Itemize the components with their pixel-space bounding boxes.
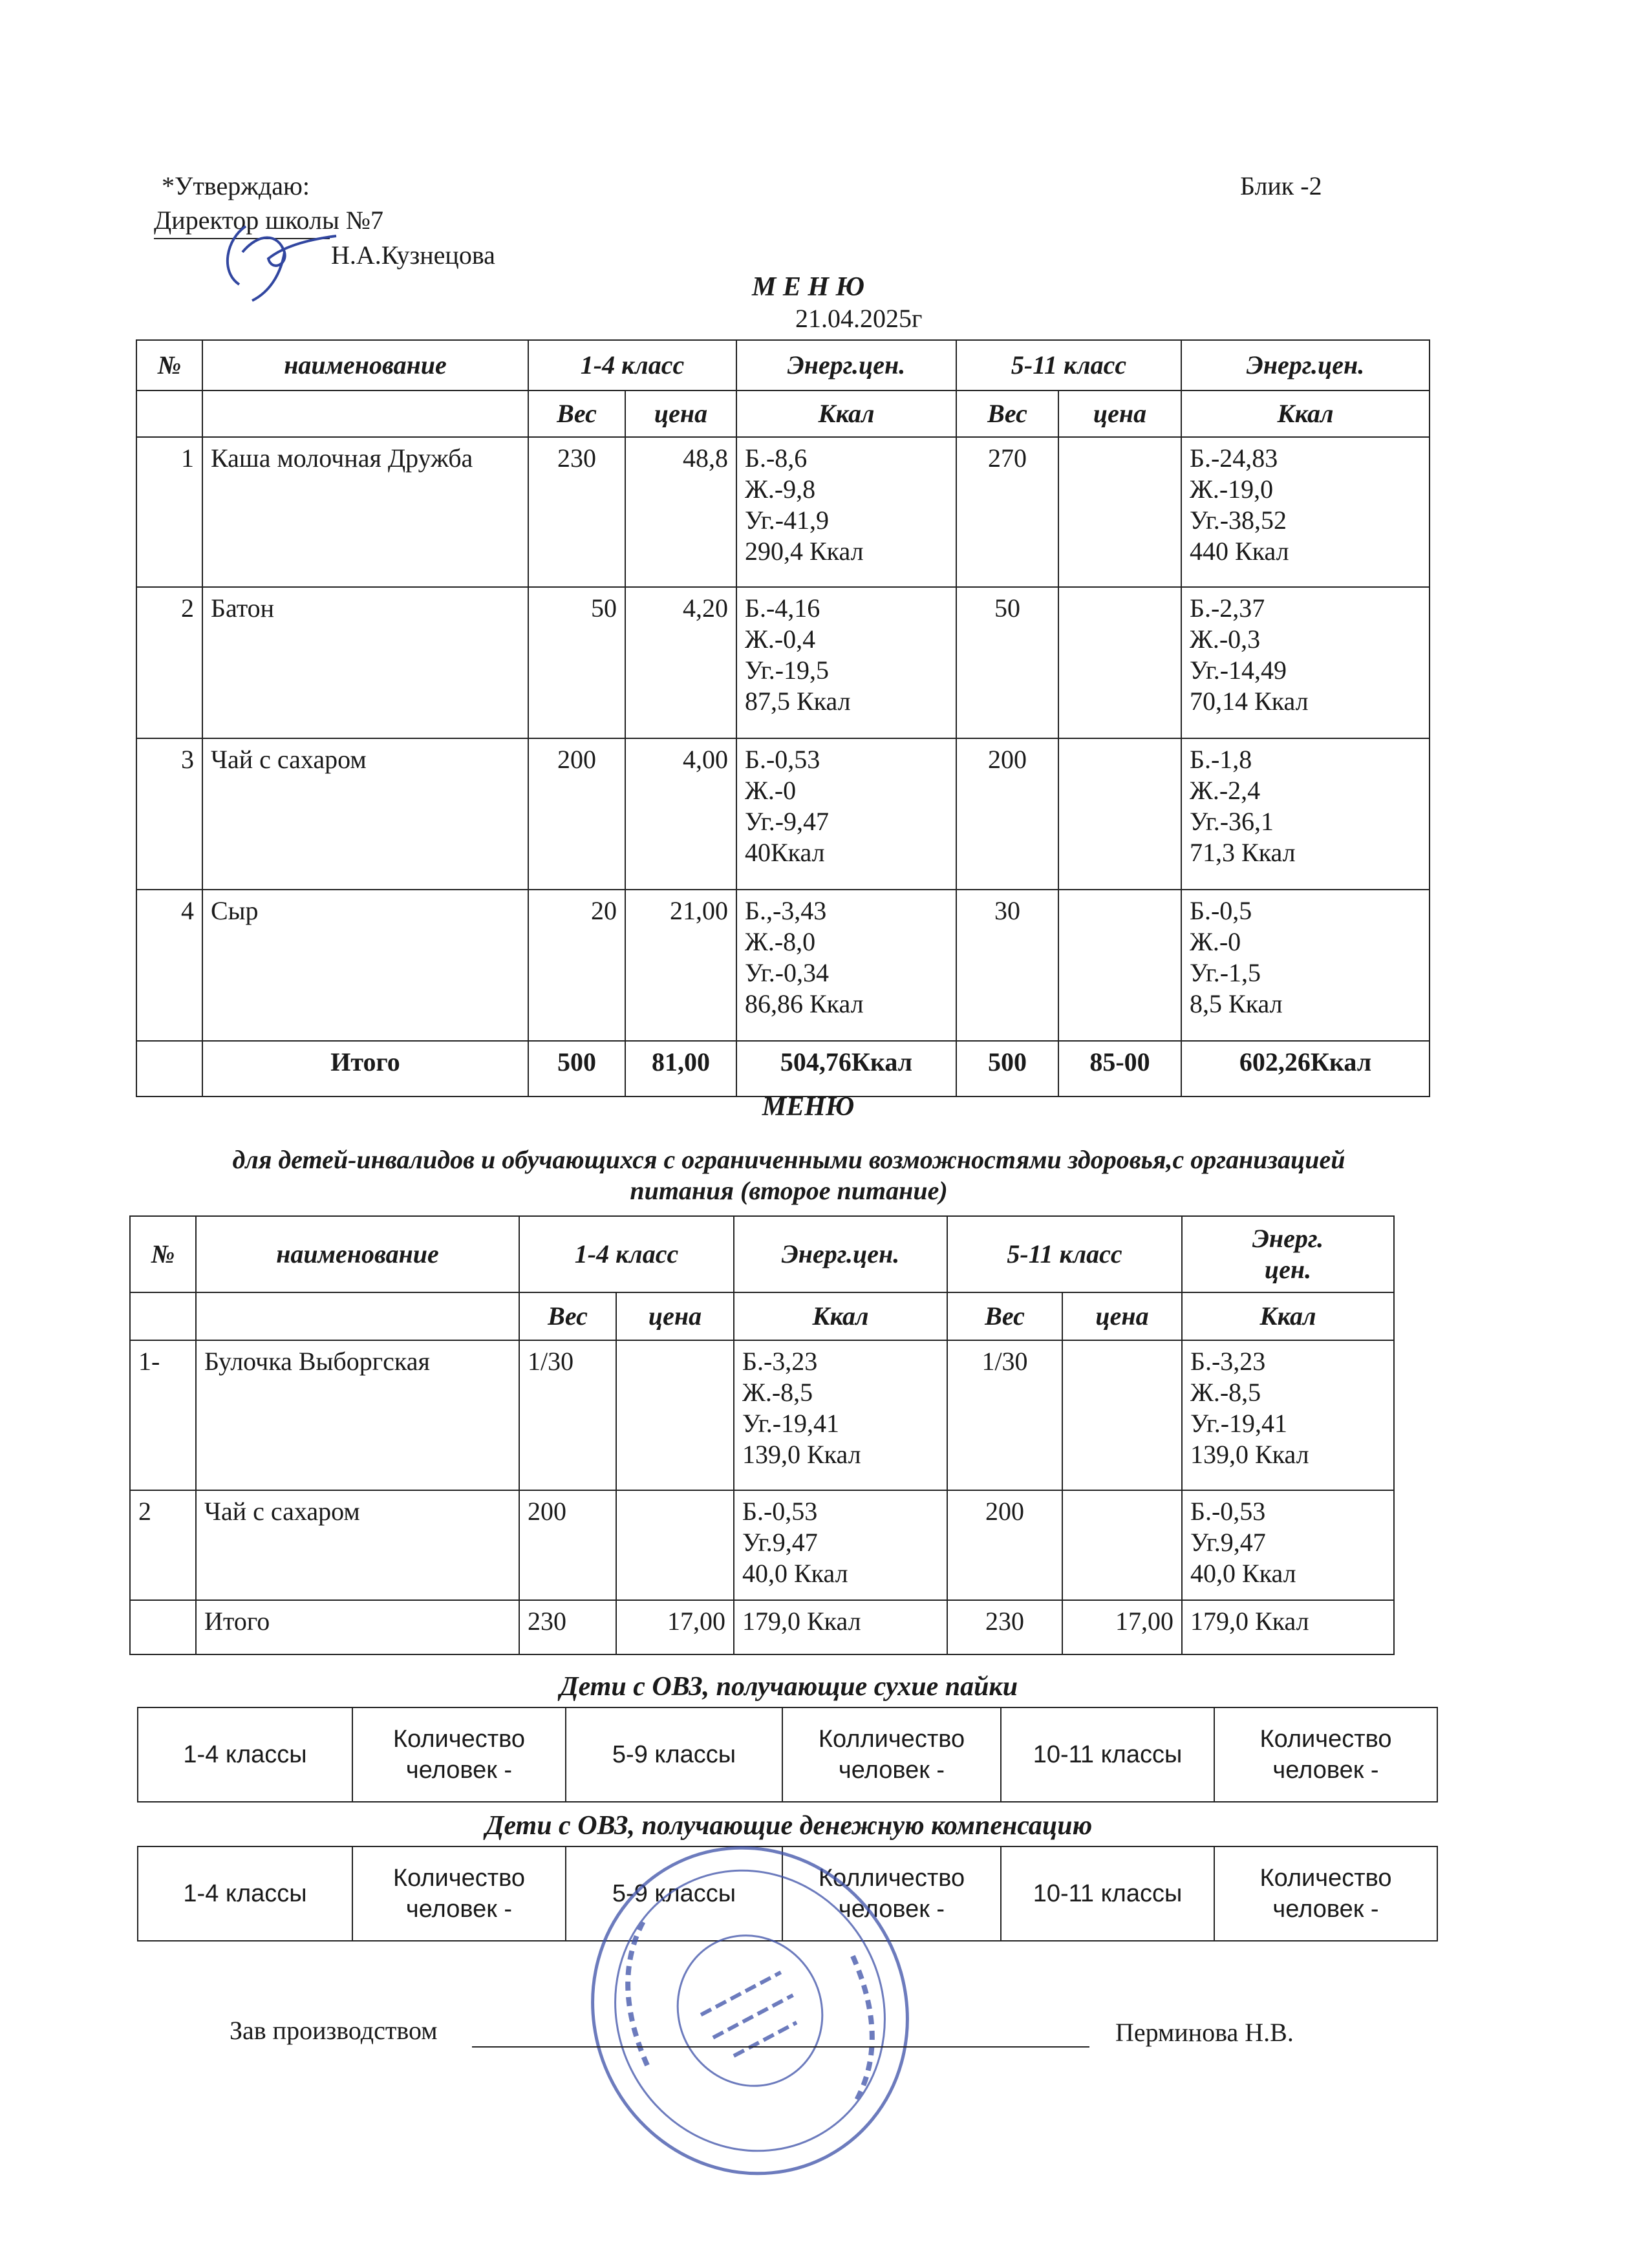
col-header-class-1-4: 1-4 класс [519,1216,734,1292]
price-5-11 [1058,738,1181,890]
total-price-1-4: 81,00 [625,1041,736,1097]
ovz-cell: 5-9 классы [566,1707,782,1802]
price-5-11 [1058,437,1181,587]
table-row [136,587,1430,738]
energy-1-4: Б.-0,53 Уг.9,47 40,0 Ккал [734,1490,947,1600]
ovz-dry-title: Дети с ОВЗ, получающие сухие пайки [559,1672,1018,1702]
weight-1-4: 20 [528,890,625,1041]
menu2-subtitle-2: питания (второе питание) [630,1176,948,1205]
ovz-cell: Количество человек - [352,1846,566,1941]
price-5-11 [1062,1340,1182,1490]
energy-5-11: Б.-24,83 Ж.-19,0 Уг.-38,52 440 Ккал [1181,437,1430,587]
energy-5-11: Б.-3,23 Ж.-8,5 Уг.-19,41 139,0 Ккал [1182,1340,1394,1490]
subheader-price: цена [1062,1292,1182,1340]
total-row [136,1041,1430,1097]
director-title: Директор школы №7 [154,206,383,235]
energy-5-11: Б.-0,5 Ж.-0 Уг.-1,5 8,5 Ккал [1181,890,1430,1041]
subheader-weight: Вес [947,1292,1062,1340]
energy-5-11: Б.-0,53 Уг.9,47 40,0 Ккал [1182,1490,1394,1600]
row-number: 4 [136,890,202,1041]
ovz-cell: Колличество человек - [782,1846,1001,1941]
dish-name: Батон [202,587,528,738]
ovz-money-title: Дети с ОВЗ, получающие денежную компенсацию [485,1811,1093,1841]
official-stamp [569,1804,931,2205]
energy-5-11: Б.-2,37 Ж.-0,3 Уг.-14,49 70,14 Ккал [1181,587,1430,738]
row-number: 2 [130,1490,196,1600]
row-number: 1- [130,1340,196,1490]
subheader-weight: Вес [519,1292,616,1340]
total-weight-5-11: 500 [956,1041,1058,1097]
col-header-class-5-11: 5-11 класс [947,1216,1182,1292]
row-number: 1 [136,437,202,587]
ovz-cell: 10-11 классы [1001,1846,1214,1941]
ovz-cell: Количество человек - [1214,1846,1437,1941]
sheet-label: Блик -2 [1240,171,1322,200]
table-row [136,890,1430,1041]
col-header-class-5-11: 5-11 класс [956,340,1181,390]
energy-1-4: Б.-0,53 Ж.-0 Уг.-9,47 40Ккал [736,738,956,890]
table-row [136,437,1430,587]
dish-name: Чай с сахаром [196,1490,519,1600]
total-label: Итого [202,1041,528,1097]
ovz-cell: Количество человек - [1214,1707,1437,1802]
menu2-subtitle-1: для детей-инвалидов и обучающихся с ограниченными возможностями здоровья,с организацией [232,1145,1345,1174]
price-1-4: 4,20 [625,587,736,738]
subheader-kcal: Ккал [736,390,956,437]
col-header-energy: Энерг. цен. [1182,1216,1394,1292]
table-row [136,738,1430,890]
menu-date: 21.04.2025г [795,304,923,333]
price-1-4: 48,8 [625,437,736,587]
energy-1-4: Б.-8,6 Ж.-9,8 Уг.-41,9 290,4 Ккал [736,437,956,587]
col-header-num: № [130,1216,196,1292]
ovz-cell: 1-4 классы [138,1707,352,1802]
subheader-price: цена [616,1292,734,1340]
total-price-5-11: 85-00 [1058,1041,1181,1097]
table-row [130,1490,1394,1600]
col-header-num: № [136,340,202,390]
price-1-4: 4,00 [625,738,736,890]
col-header-energy: Энерг.цен. [736,340,956,390]
price-5-11 [1062,1490,1182,1600]
weight-5-11: 30 [956,890,1058,1041]
menu-title: М Е Н Ю [752,272,864,302]
dish-name: Сыр [202,890,528,1041]
row-number: 2 [136,587,202,738]
price-1-4: 21,00 [625,890,736,1041]
total-weight-5-11: 230 [947,1600,1062,1654]
total-weight-1-4: 500 [528,1041,625,1097]
col-header-name: наименование [196,1216,519,1292]
menu2-title: МЕНЮ [762,1092,855,1122]
footer-name: Перминова Н.В. [1115,2018,1294,2047]
table-row [130,1340,1394,1490]
weight-5-11: 50 [956,587,1058,738]
menu2-table [129,1215,1395,1655]
total-energy-1-4: 179,0 Ккал [734,1600,947,1654]
total-row [130,1600,1394,1654]
ovz-cell: Колличество человек - [782,1707,1001,1802]
row-number: 3 [136,738,202,890]
col-header-class-1-4: 1-4 класс [528,340,736,390]
weight-1-4: 200 [528,738,625,890]
total-price-1-4: 17,00 [616,1600,734,1654]
total-energy-5-11: 602,26Ккал [1181,1041,1430,1097]
price-5-11 [1058,587,1181,738]
total-energy-1-4: 504,76Ккал [736,1041,956,1097]
ovz-dry-table [137,1707,1438,1803]
weight-5-11: 200 [956,738,1058,890]
total-price-5-11: 17,00 [1062,1600,1182,1654]
footer-role: Зав производством [230,2016,438,2045]
price-1-4 [616,1490,734,1600]
col-header-name: наименование [202,340,528,390]
ovz-cell: 1-4 классы [138,1846,352,1941]
weight-5-11: 270 [956,437,1058,587]
price-1-4 [616,1340,734,1490]
price-5-11 [1058,890,1181,1041]
energy-5-11: Б.-1,8 Ж.-2,4 Уг.-36,1 71,3 Ккал [1181,738,1430,890]
energy-1-4: Б.,-3,43 Ж.-8,0 Уг.-0,34 86,86 Ккал [736,890,956,1041]
total-weight-1-4: 230 [519,1600,616,1654]
footer-signature-line [472,2046,1089,2048]
dish-name: Каша молочная Дружба [202,437,528,587]
menu-table [136,339,1430,1097]
weight-5-11: 200 [947,1490,1062,1600]
director-signature [207,213,362,304]
subheader-kcal: Ккал [734,1292,947,1340]
ovz-cell: Количество человек - [352,1707,566,1802]
weight-1-4: 50 [528,587,625,738]
ovz-cell: 10-11 классы [1001,1707,1214,1802]
weight-1-4: 230 [528,437,625,587]
ovz-cell: 5-9 классы [566,1846,782,1941]
dish-name: Чай с сахаром [202,738,528,890]
subheader-weight: Вес [956,390,1058,437]
col-header-energy: Энерг.цен. [734,1216,947,1292]
energy-1-4: Б.-3,23 Ж.-8,5 Уг.-19,41 139,0 Ккал [734,1340,947,1490]
weight-5-11: 1/30 [947,1340,1062,1490]
approve-label: *Утверждаю: [162,171,310,200]
subheader-kcal: Ккал [1182,1292,1394,1340]
subheader-kcal: Ккал [1181,390,1430,437]
subheader-weight: Вес [528,390,625,437]
total-energy-5-11: 179,0 Ккал [1182,1600,1394,1654]
weight-1-4: 200 [519,1490,616,1600]
energy-1-4: Б.-4,16 Ж.-0,4 Уг.-19,5 87,5 Ккал [736,587,956,738]
col-header-energy: Энерг.цен. [1181,340,1430,390]
total-label: Итого [196,1600,519,1654]
weight-1-4: 1/30 [519,1340,616,1490]
subheader-price: цена [625,390,736,437]
director-name: Н.А.Кузнецова [331,241,495,270]
dish-name: Булочка Выборгская [196,1340,519,1490]
subheader-price: цена [1058,390,1181,437]
